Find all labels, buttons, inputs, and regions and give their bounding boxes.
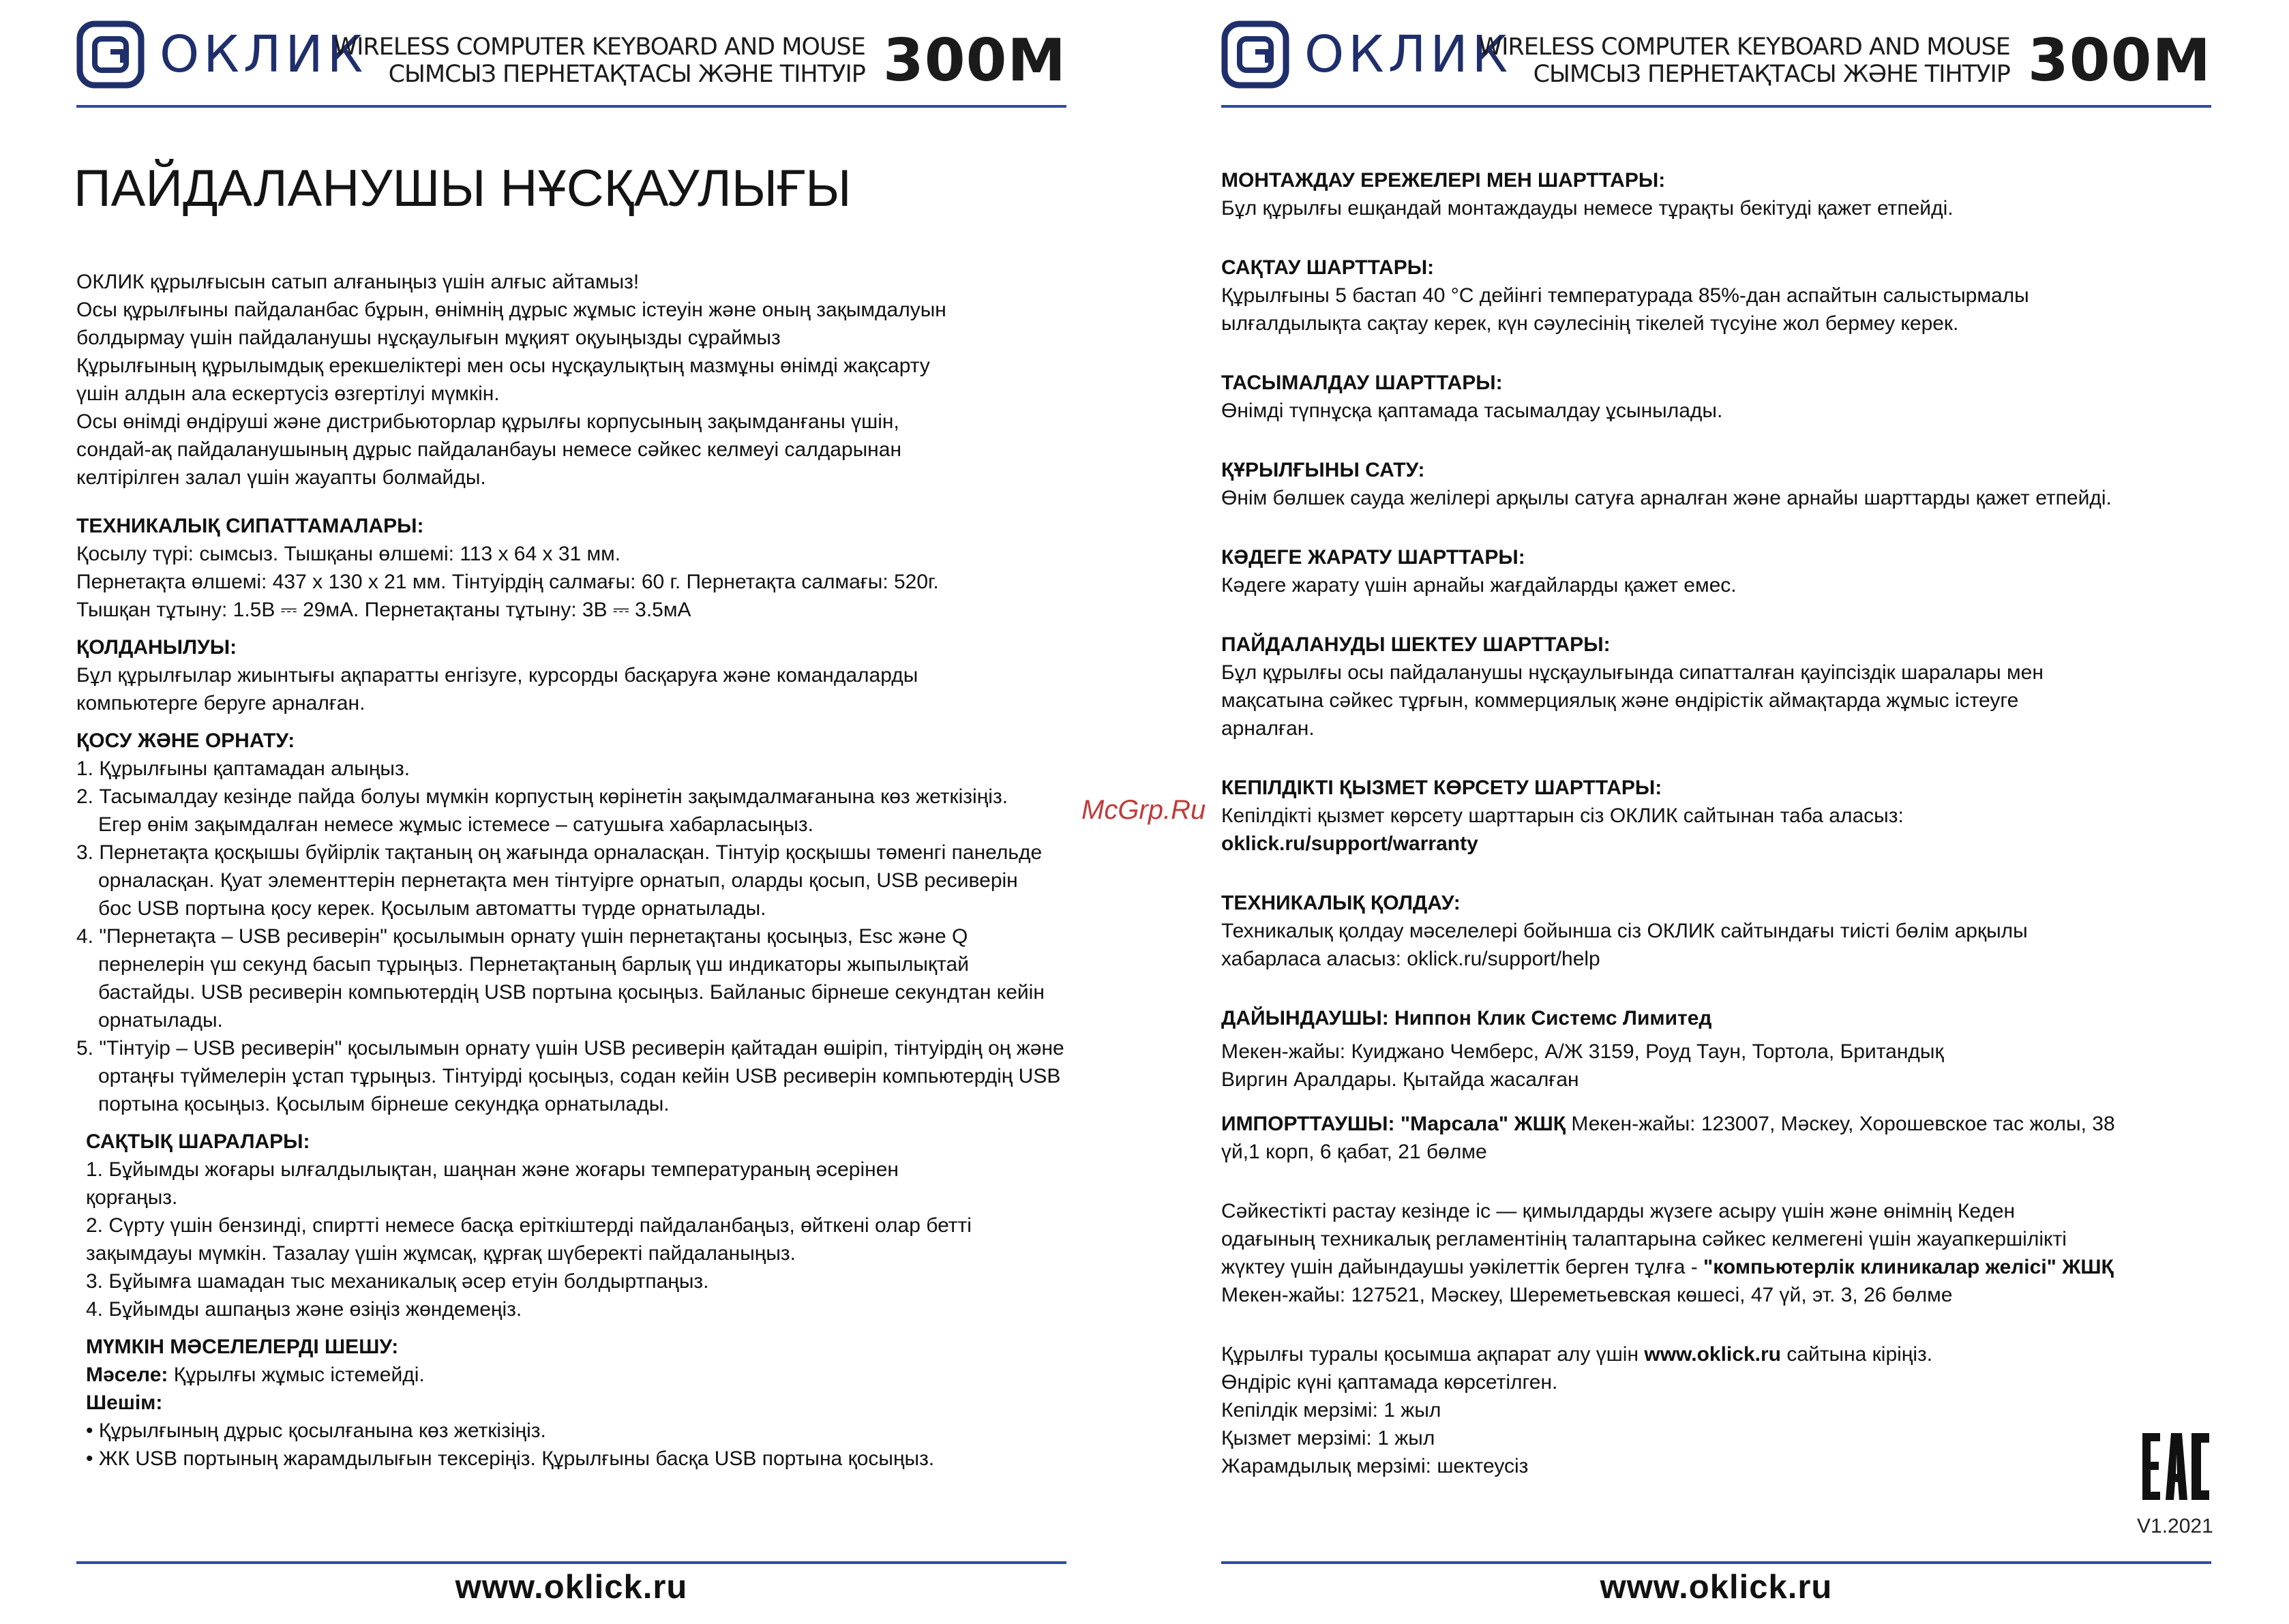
safety-line: 4. Бұйымды ашпаңыз және өзіңіз жөндемеңіз. [86, 1298, 522, 1321]
intro-line: Осы өнімді өндіруші және дистрибьюторлар құрылғы корпусының зақымданғаны үшін, [76, 410, 899, 433]
section-heading: КӘДЕГЕ ЖАРАТУ ШАРТТАРЫ: [1221, 546, 1525, 569]
text-line: Құрылғыны 5 бастап 40 °С дейінгі температурада 85%-дан аспайтын салыстырмалы [1221, 284, 2029, 307]
safety-line: қорғаңыз. [86, 1186, 178, 1209]
spec-line: Қосылу түрі: сымсыз. Тышқаны өлшемі: 113 x 64 x 31 мм. [76, 543, 621, 565]
model-number: 300M [2027, 27, 2211, 95]
section-heading: МҮМКІН МӘСЕЛЕЛЕРДІ ШЕШУ: [86, 1336, 399, 1358]
text-line: Кәдеге жарату үшін арнайы жағдайларды қажет емес. [1221, 574, 1737, 597]
eac-mark-icon [2140, 1430, 2212, 1503]
text-line: Жарамдылық мерзімі: шектеусіз [1221, 1455, 1529, 1477]
intro-line: келтірілген залал үшін жауапты болмайды. [76, 466, 486, 489]
right-page [1145, 0, 2289, 1624]
text-line: Өнімді түпнұсқа қаптамада тасымалдау ұсынылады. [1221, 400, 1723, 422]
intro-line: ОКЛИК құрылғысын сатып алғаныңыз үшін алғыс айтамыз! [76, 271, 640, 293]
text-line: арналған. [1221, 717, 1315, 740]
footer-url[interactable]: www.oklick.ru [455, 1569, 688, 1606]
intro-line: Құрылғының құрылымдық ерекшеліктері мен осы нұсқаулықтың мазмұны өнімді жақсарту [76, 355, 930, 377]
header-line-1: WIRELESS COMPUTER KEYBOARD AND MOUSE [1478, 33, 2010, 61]
footer-divider [76, 1561, 1066, 1564]
importer-label: ИМПОРТТАУШЫ: "Марсала" ЖШҚ [1221, 1113, 1566, 1135]
section-heading: ТЕХНИКАЛЫҚ СИПАТТАМАЛАРЫ: [76, 515, 424, 537]
page-header [76, 19, 1066, 108]
section-heading: САҚТАУ ШАРТТАРЫ: [1221, 256, 1435, 279]
install-step: 1. Құрылғыны қаптамадан алыңыз. [76, 757, 410, 780]
logo-text: ОКЛИК [160, 25, 368, 84]
left-content [76, 268, 1140, 1473]
safety-line: 3. Бұйымға шамадан тыс механикалық әсер етуін болдыртпаңыз. [86, 1270, 709, 1293]
intro-line: үшін алдын ала ескертусіз өзгертілуі мүмкін. [76, 382, 500, 405]
text-line: Бұл құрылғы осы пайдаланушы нұсқаулығында сипатталған қауіпсіздік шаралары мен [1221, 661, 2044, 684]
text-line: ылғалдылықта сақтау керек, күн сәулесінің тікелей түсуіне жол бермеу керек. [1221, 312, 1959, 335]
section-heading: ДАЙЫНДАУШЫ: Ниппон Клик Системс Лимитед [1221, 1007, 1712, 1029]
spec-line: Пернетақта өлшемі: 437 x 130 x 21 мм. Тінтуірдің салмағы: 60 г. Пернетақта салмағы: 520г. [76, 571, 939, 593]
text-line: Кепілдікті қызмет көрсету шарттарын сіз ОКЛИК сайтынан таба аласыз: [1221, 805, 1904, 827]
watermark: McGrp.Ru [1081, 795, 1206, 825]
install-step-cont: портына қосыңыз. Қосылым бірнеше секундқа орнатылады. [98, 1093, 670, 1115]
section-heading: ПАЙДАЛАНУДЫ ШЕКТЕУ ШАРТТАРЫ: [1221, 633, 1611, 656]
text-line: хабарласа аласыз: oklick.ru/support/help [1221, 948, 1600, 970]
text-line: үй,1 корп, 6 қабат, 21 бөлме [1221, 1141, 1487, 1163]
oklick-logo-icon [1221, 20, 1289, 89]
brand-logo [76, 20, 367, 89]
right-content [1221, 166, 2285, 1480]
header-line-2: СЫМСЫЗ ПЕРНЕТАҚТАСЫ ЖӘНЕ ТІНТУІР [1533, 61, 2010, 88]
install-step-cont: пернелерін үш секунд басып тұрыңыз. Пернетақтаның барлық үш индикаторы жыпылықтай [98, 953, 969, 976]
oklick-logo-icon [76, 20, 145, 89]
conformity-text: жүктеу үшін дайындаушы уәкілеттік берген тұлға - [1221, 1256, 1704, 1278]
problem-label: Мәселе: [86, 1364, 168, 1386]
solution-bullet: • Құрылғының дұрыс қосылғанына көз жеткізіңіз. [86, 1419, 546, 1442]
safety-line: 1. Бұйымды жоғары ылғалдылықтан, шаңнан және жоғары температураның әсерінен [86, 1158, 899, 1181]
install-step-cont: орналасқан. Қуат элементтерін пернетақта мен тінтуірге орнатып, оларды қосып, USB ресиверін [98, 869, 1018, 892]
logo-text: ОКЛИК [1304, 25, 1512, 84]
solution-bullet: • ЖК USB портының жарамдылығын тексеріңіз. Құрылғыны басқа USB портына қосыңыз. [86, 1447, 935, 1470]
footer-divider [1221, 1561, 2211, 1564]
problem-line [86, 1361, 1140, 1389]
safety-line: 2. Сүрту үшін бензинді, спиртті немесе басқа еріткіштерді пайдаланбаңыз, өйткені олар бетті [86, 1214, 972, 1237]
conformity-company: "компьютерлік клиникалар желісі" ЖШҚ [1703, 1256, 2114, 1278]
text-line: Өнім бөлшек сауда желілері арқылы сатуға арналған және арнайы шарттарды қажет етпейді. [1221, 487, 2112, 509]
importer-line [1221, 1110, 2285, 1138]
spec-line: Тышқан тұтыну: 1.5В ⎓ 29мА. Пернетақтаны тұтыну: 3В ⎓ 3.5мА [76, 599, 691, 621]
intro-line: болдырмау үшін пайдаланушы нұсқаулығын мұқият оқуыңызды сұраймыз [76, 327, 781, 349]
header-line-2: СЫМСЫЗ ПЕРНЕТАҚТАСЫ ЖӘНЕ ТІНТУІР [388, 61, 865, 88]
brand-logo [1221, 20, 1512, 89]
info-line [1221, 1340, 2285, 1368]
problem-text: Құрылғы жұмыс істемейді. [168, 1364, 425, 1386]
text-line: Сәйкестікті растау кезінде іс — қимылдарды жүзеге асыру үшін және өнімнің Кеден [1221, 1200, 2016, 1222]
solution-label: Шешім: [86, 1392, 163, 1414]
section-heading: ҚОЛДАНЫЛУЫ: [76, 636, 237, 659]
section-heading: ҚОСУ ЖӘНЕ ОРНАТУ: [76, 730, 295, 752]
text-line: мақсатына сәйкес тұрғын, коммерциялық және өндірістік аймақтарда жұмыс істеуге [1221, 689, 2019, 712]
footer-url[interactable]: www.oklick.ru [1600, 1569, 1833, 1606]
info-pre: Құрылғы туралы қосымша ақпарат алу үшін [1221, 1343, 1645, 1366]
safety-line: зақымдауы мүмкін. Тазалау үшін жұмсақ, құрғақ шүберекті пайдаланыңыз. [86, 1242, 796, 1265]
install-step-cont: орнатылады. [98, 1009, 223, 1032]
info-post: сайтына кіріңіз. [1780, 1343, 1933, 1366]
text-line: Кепілдік мерзімі: 1 жыл [1221, 1399, 1441, 1422]
importer-text: Мекен-жайы: 123007, Мәскеу, Хорошевское тас жолы, 38 [1566, 1113, 2115, 1135]
install-step: 3. Пернетақта қосқышы бүйірлік тақтаның оң жағында орналасқан. Тінтуір қосқышы төменгі панельде [76, 841, 1043, 864]
text-line: Өндіріс күні қаптамада көрсетілген. [1221, 1371, 1558, 1394]
section-heading: САҚТЫҚ ШАРАЛАРЫ: [86, 1130, 310, 1153]
version-label: V1.2021 [2137, 1515, 2213, 1537]
text-line: Мекен-жайы: Куиджано Чемберс, А/Ж 3159, Роуд Таун, Тортола, Британдық [1221, 1040, 1944, 1063]
page-title: ПАЙДАЛАНУШЫ НҰСҚАУЛЫҒЫ [74, 160, 852, 217]
left-page [0, 0, 1144, 1624]
model-number: 300M [882, 27, 1066, 95]
text-line: Техникалық қолдау мәселелері бойынша сіз ОКЛИК сайтындағы тиісті бөлім арқылы [1221, 920, 2028, 942]
install-step: 4. "Пернетақта – USB ресиверін" қосылымын орнату үшін пернетақтаны қосыңыз, Esc және Q [76, 925, 968, 948]
intro-line: сондай-ақ пайдаланушының дұрыс пайдаланбауы немесе сәйкес келмеуі салдарынан [76, 438, 902, 461]
section-heading: КЕПІЛДІКТІ ҚЫЗМЕТ КӨРСЕТУ ШАРТТАРЫ: [1221, 777, 1662, 799]
text-line: Мекен-жайы: 127521, Мәскеу, Шереметьевская көшесі, 47 үй, эт. 3, 26 бөлме [1221, 1284, 1953, 1306]
section-heading: ТАСЫМАЛДАУ ШАРТТАРЫ: [1221, 372, 1503, 394]
usage-line: Бұл құрылғылар жиынтығы ақпаратты енгізуге, курсорды басқаруға және командаларды [76, 664, 918, 687]
intro-line: Осы құрылғыны пайдаланбас бұрын, өнімнің дұрыс жұмыс істеуін және оның зақымдалуын [76, 299, 946, 321]
install-step: 2. Тасымалдау кезінде пайда болуы мүмкін корпустың көрінетін зақымдалмағанына көз жеткізіңіз. [76, 785, 1008, 808]
install-step-cont: бастайды. USB ресиверін компьютердің USB портына қосыңыз. Байланыс бірнеше секундтан кейін [98, 981, 1045, 1004]
text-line: одағының техникалық регламентінің талаптарына сәйкес келмегені үшін жауапкершілікті [1221, 1228, 2067, 1250]
header-line-1: WIRELESS COMPUTER KEYBOARD AND MOUSE [333, 33, 865, 61]
info-site-link[interactable]: www.oklick.ru [1644, 1343, 1781, 1366]
install-step-cont: ортаңғы түймелерін ұстап тұрыңыз. Тінтуірді қосыңыз, содан кейін USB ресиверін компьютердің USB [98, 1065, 1061, 1087]
section-heading: МОНТАЖДАУ ЕРЕЖЕЛЕРІ МЕН ШАРТТАРЫ: [1221, 169, 1666, 192]
text-line: Виргин Аралдары. Қытайда жасалған [1221, 1068, 1579, 1091]
page-header [1221, 19, 2211, 108]
conformity-line [1221, 1253, 2285, 1281]
install-step-cont: бос USB портына қосу керек. Қосылым автоматты түрде орнатылады. [98, 897, 766, 920]
warranty-link[interactable]: oklick.ru/support/warranty [1221, 832, 1478, 855]
install-step-cont: Егер өнім зақымдалған немесе жұмыс істемесе – сатушыға хабарласыңыз. [98, 813, 813, 836]
text-line: Қызмет мерзімі: 1 жыл [1221, 1427, 1435, 1449]
usage-line: компьютерге беруге арналған. [76, 692, 365, 715]
section-heading: ТЕХНИКАЛЫҚ ҚОЛДАУ: [1221, 892, 1461, 914]
text-line: Бұл құрылғы ешқандай монтаждауды немесе тұрақты бекітуді қажет етпейді. [1221, 197, 1954, 220]
install-step: 5. "Тінтуір – USB ресиверін" қосылымын орнату үшін USB ресиверін қайтадан өшіріп, тінтуірдің оң және [76, 1037, 1064, 1059]
section-heading: ҚҰРЫЛҒЫНЫ САТУ: [1221, 459, 1425, 481]
